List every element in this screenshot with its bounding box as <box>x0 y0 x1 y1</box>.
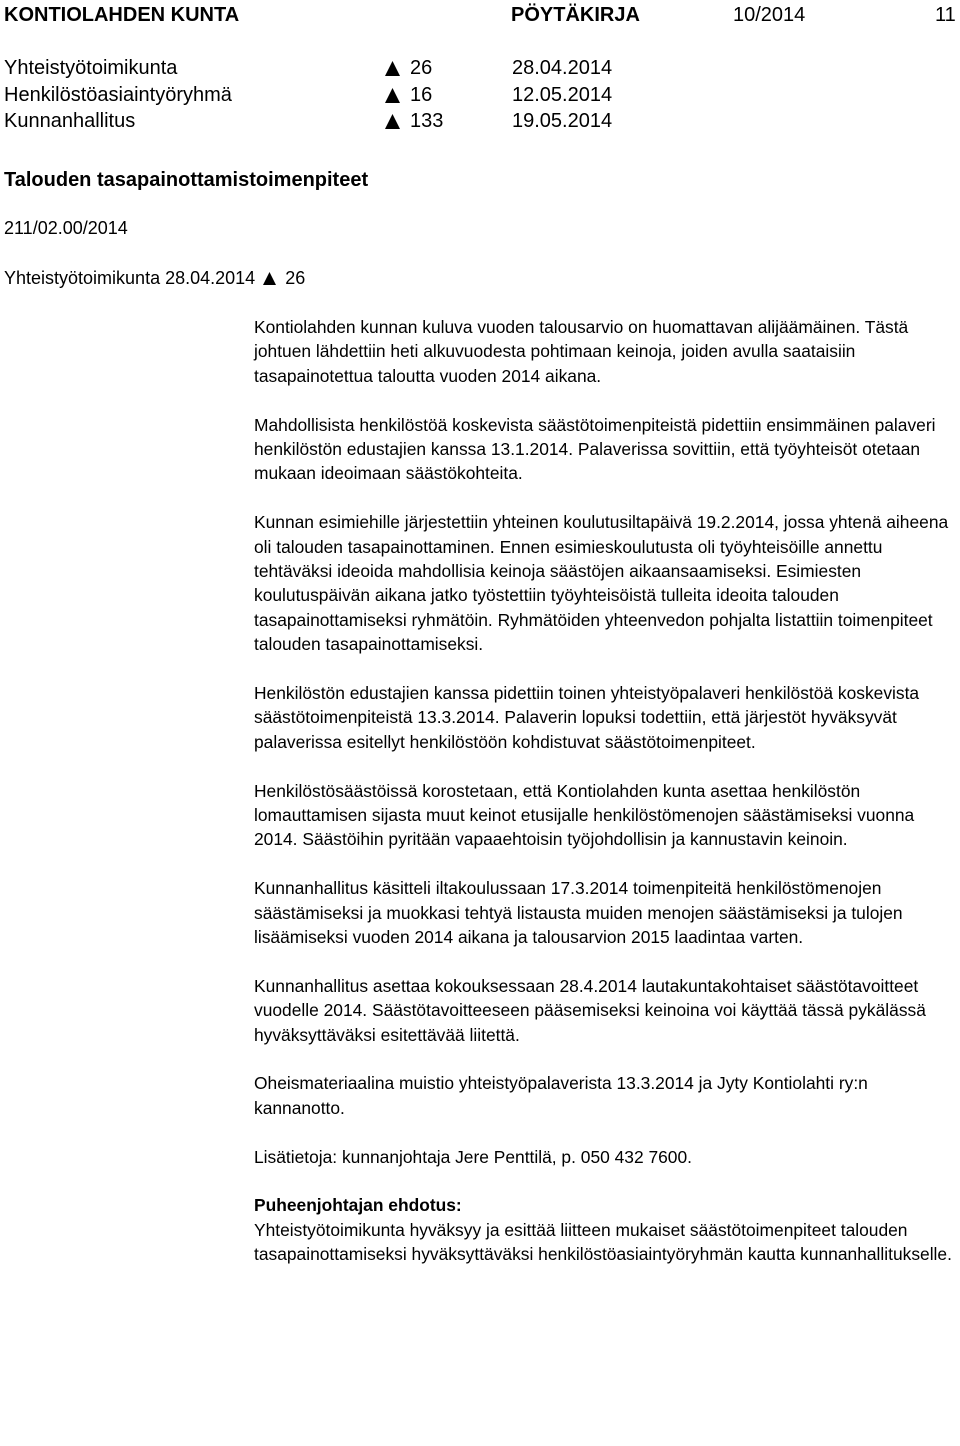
paragraph: Henkilöstösäästöissä korostetaan, että Kontiolahden kunta asettaa henkilöstön lomauttamisen sijasta muut keinot etusijalle henkilöstömenojen säästämiseksi vuonna 2014. Säästöihin pyritään vapaaehtoisin työjohdollisin ja kannustavin keinoin. <box>254 780 915 850</box>
session-body: Yhteistyötoimikunta <box>4 57 178 79</box>
organization-name: KONTIOLAHDEN KUNTA <box>4 4 240 26</box>
sub-session-section: 26 <box>285 268 306 288</box>
session-row <box>4 82 704 109</box>
session-row <box>4 55 704 82</box>
session-row <box>4 108 704 135</box>
paragraph: Lisätietoja: kunnanjohtaja Jere Penttilä, p. 050 432 7600. <box>254 1146 692 1167</box>
topic-title: Talouden tasapainottamistoimenpiteet <box>4 169 369 191</box>
paragraph: Kunnan esimiehille järjestettiin yhteinen koulutusiltapäivä 19.2.2014, jossa yhtenä aiheena oli talouden tasapainottaminen. Ennen esimieskoulutusta oli työyhteisöille annettu tehtäväksi ideoida mahdollisia keinoja säästöjen aikaansaamiseksi. Esimiesten koulutuspäivän aikana jatko työstettiin työyhteisöistä tulleita ideoita talouden tasapainottamiseksi ryhmätöin. Ryhmätöiden yhteenvedon pohjalta listattiin toimenpiteet talouden tasapainottamiseksi. <box>254 512 949 655</box>
session-date: 12.05.2014 <box>512 83 613 106</box>
session-section: 26 <box>410 57 433 79</box>
session-list <box>4 55 704 135</box>
proposal-text: Yhteistyötoimikunta hyväksyy ja esittää liitteen mukaiset säästötoimenpiteet talouden tasapainottamiseksi hyväksyttäväksi henkilöstöasiaintyöryhmän kautta kunnanhallitukselle. <box>254 1219 952 1265</box>
section-sign-icon <box>385 61 400 76</box>
session-body: Kunnanhallitus <box>4 110 136 132</box>
sub-session-body: Yhteistyötoimikunta 28.04.2014 <box>4 268 256 288</box>
diary-number: 211/02.00/2014 <box>4 218 128 238</box>
session-section: 16 <box>410 83 433 106</box>
paragraph: Kontiolahden kunnan kuluva vuoden talousarvio on huomattavan alijäämäinen. Tästä johtuen lähdettiin heti alkuvuodesta pohtimaan keinoja, joiden avulla saataisiin tasapainotettua taloutta vuoden 2014 aikana. <box>254 317 909 386</box>
document-type: PÖYTÄKIRJA <box>511 4 640 26</box>
paragraph: Oheismateriaalina muistio yhteistyöpalaverista 13.3.2014 ja Jyty Kontiolahti ry:n kannanotto. <box>254 1073 868 1118</box>
paragraph: Kunnanhallitus käsitteli iltakoulussaan 17.3.2014 toimenpiteitä henkilöstömenojen säästämiseksi ja muokkasi tehtyä listausta muiden menojen säästämiseksi ja tulojen lisäämiseksi vuoden 2014 aikana ja talousarvion 2015 laadintaa varten. <box>254 878 903 948</box>
paragraph: Henkilöstön edustajien kanssa pidettiin toinen yhteistyöpalaveri henkilöstöä koskevista säästötoimenpiteistä 13.3.2014. Palaverin lopuksi todettiin, että järjestöt hyväksyvät palaverissa esitellyt henkilöstöön kohdistuvat säästötoimenpiteet. <box>254 683 920 752</box>
minutes-body <box>254 315 954 1267</box>
section-sign-icon <box>385 114 400 129</box>
session-section: 133 <box>410 110 444 132</box>
session-date: 28.04.2014 <box>512 57 613 79</box>
proposal-heading: Puheenjohtajan ehdotus: <box>254 1195 462 1216</box>
paragraph: Kunnanhallitus asettaa kokouksessaan 28.4.2014 lautakuntakohtaiset säästötavoitteet vuodelle 2014. Säästötavoitteeseen pääsemiseksi keinoina voi käyttää tässä pykälässä hyväksyttäväksi esitettävää liitettä. <box>254 975 926 1045</box>
section-sign-icon <box>263 266 276 279</box>
session-date: 19.05.2014 <box>512 110 613 132</box>
session-body: Henkilöstöasiaintyöryhmä <box>4 83 232 106</box>
paragraph: Mahdollisista henkilöstöä koskevista säästötoimenpiteistä pidettiin ensimmäinen palaveri henkilöstön edustajien kanssa 13.1.2014. Palaverissa sovittiin, että työyhteisöt otetaan mukaan ideoimaan säästökohteita. <box>254 414 936 484</box>
section-sign-icon <box>385 88 400 103</box>
page-number: 11 <box>935 4 956 26</box>
page-header <box>0 0 960 30</box>
minutes-number: 10/2014 <box>733 4 806 26</box>
sub-session <box>4 265 305 291</box>
